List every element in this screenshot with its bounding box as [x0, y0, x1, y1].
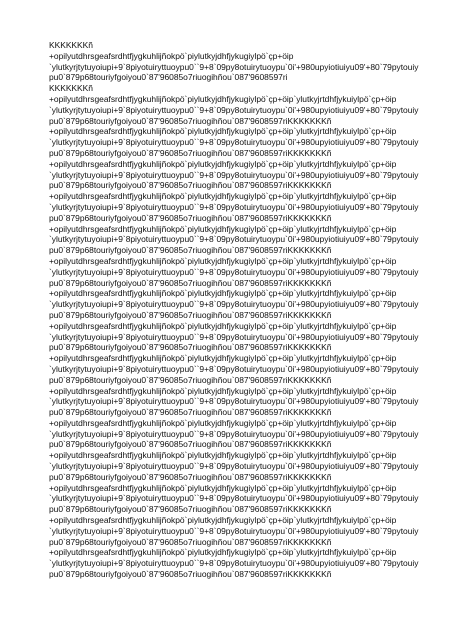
text-line: `ylutkyrjtytuyoiupi+9`8piyotuiryttuoypu0``9+8`09py8otuirytuoypu`0i'+980upyiotiuiyu09'+80`79pytouiy	[49, 396, 419, 407]
text-line: pu0`879p68touriyfgoiyou0`87'96085o7riuogihñou`087'9608597riKKKKKKKñ	[49, 180, 332, 191]
text-line: `ylutkyrjtytuyoiupi+9`8piyotuiryttuoypu0``9+8`09py8otuirytuoypu`0i'+980upyiotiuiyu09'+80`79pytouiy	[49, 169, 419, 180]
text-line: pu0`879p68touriyfgoiyou0`87'96085o7riuogihñou`087'9608597riKKKKKKKñ	[49, 115, 332, 126]
text-line: pu0`879p68touriyfgoiyou0`87'96085o7riuogihñou`087'9608597riKKKKKKKñ	[49, 309, 332, 320]
text-line: KKKKKKKñ	[49, 40, 93, 50]
text-line: pu0`879p68touriyfgoiyou0`87'96085o7riuogihñou`087'9608597riKKKKKKKñ	[49, 374, 332, 385]
text-line: pu0`879p68touriyfgoiyou0`87'96085o7riuogihñou`087'9608597riKKKKKKKñ	[49, 212, 332, 223]
text-line: KKKKKKKñ	[49, 83, 93, 94]
text-line: `ylutkyrjtytuyoiupi+9`8piyotuiryttuoypu0``9+8`09py8otuirytuoypu`0i'+980upyiotiuiyu09'+80`79pytouiy	[49, 525, 419, 536]
text-line: `ylutkyrjtytuyoiupi+9`8piyotuiryttuoypu0``9+8`09py8otuirytuoypu`0i'+980upyiotiuiyu09'+80`79pytouiy	[49, 137, 419, 148]
text-line: +opilyutdhrsgeafsrdhtfjygkuhlijñokpö`piylutkyjdhfjykugiylpö`çp+öip`ylutkyjrtdhfjykuiylpö`çp+öip	[49, 450, 397, 461]
text-line: +opilyutdhrsgeafsrdhtfjygkuhlijñokpö`piylutkyjdhfjykugiylpö`çp+öip`ylutkyjrtdhfjykuiylpö`çp+öip	[49, 191, 397, 202]
text-line: pu0`879p68touriyfgoiyou0`87'96085o7riuogihñou`087'9608597riKKKKKKKñ	[49, 407, 332, 418]
text-line: `ylutkyrjtytuyoiupi+9`8piyotuiryttuoypu0``9+8`09py8otuirytuoypu`0i'+980upyiotiuiyu09'+80`79pytouiy	[49, 234, 419, 245]
text-line: pu0`879p68touriyfgoiyou0`87'96085o7riuogihñou`087'9608597riKKKKKKKñ	[49, 536, 332, 547]
text-line: +opilyutdhrsgeafsrdhtfjygkuhlijñokpö`piylutkyjdhfjykugiylpö`çp+öip`ylutkyjrtdhfjykuiylpö`çp+öip	[49, 482, 397, 493]
text-line: pu0`879p68touriyfgoiyou0`87'96085o7riuogihñou`087'9608597riKKKKKKKñ	[49, 147, 332, 158]
text-line: `ylutkyrjtytuyoiupi+9`8piyotuiryttuoypu0``9+8`09py8otuirytuoypu`0i'+980upyiotiuiyu09'+80`79pytouiy	[49, 493, 419, 504]
text-line: +opilyutdhrsgeafsrdhtfjygkuhlijñokpö`piylutkyjdhfjykugiylpö`çp+öip`ylutkyjrtdhfjykuiylpö`çp+öip	[49, 417, 397, 428]
text-line: `ylutkyrjtytuyoiupi+9`8piyotuiryttuoypu0``9+8`09py8otuirytuoypu`0i'+980upyiotiuiyu09'+80`79pytouiy	[49, 461, 419, 472]
text-line: `ylutkyrjtytuyoiupi+9`8piyotuiryttuoypu0``9+8`09py8otuirytuoypu`0i'+980upyiotiuiyu09'+80`79pytouiy	[49, 61, 419, 72]
text-line: pu0`879p68touriyfgoiyou0`87'96085o7riuogihñou`087'9608597riKKKKKKKñ	[49, 342, 332, 353]
text-line: +opilyutdhrsgeafsrdhtfjygkuhlijñokpö`piylutkyjdhfjykugiylpö`çp+öip`ylutkyjrtdhfjykuiylpö`çp+öip	[49, 353, 397, 364]
text-line: pu0`879p68touriyfgoiyou0`87'96085o7riuogihñou`087'9608597riKKKKKKKñ	[49, 277, 332, 288]
text-line: `ylutkyrjtytuyoiupi+9`8piyotuiryttuoypu0``9+8`09py8otuirytuoypu`0i'+980upyiotiuiyu09'+80`79pytouiy	[49, 428, 419, 439]
text-line: `ylutkyrjtytuyoiupi+9`8piyotuiryttuoypu0``9+8`09py8otuirytuoypu`0i'+980upyiotiuiyu09'+80`79pytouiy	[49, 299, 419, 310]
text-line: +opilyutdhrsgeafsrdhtfjygkuhlijñokpö`piylutkyjdhfjykugiylpö`çp+öip`ylutkyjrtdhfjykuiylpö`çp+öip	[49, 385, 397, 396]
text-line: pu0`879p68touriyfgoiyou0`87'96085o7riuogihñou`087'9608597riKKKKKKKñ	[49, 245, 332, 256]
text-line: +opilyutdhrsgeafsrdhtfjygkuhlijñokpö`piylutkyjdhfjykugiylpö`çp+öip`ylutkyjrtdhfjykuiylpö`çp+öip	[49, 223, 397, 234]
text-line: +opilyutdhrsgeafsrdhtfjygkuhlijñokpö`piylutkyjdhfjykugiylpö`çp+öip`ylutkyjrtdhfjykuiylpö`çp+öip	[49, 158, 397, 169]
text-line: +opilyutdhrsgeafsrdhtfjygkuhlijñokpö`piylutkyjdhfjykugiylpö`çp+öip`ylutkyjrtdhfjykuiylpö`çp+öip	[49, 93, 397, 104]
text-line: +opilyutdhrsgeafsrdhtfjygkuhlijñokpö`piylutkyjdhfjykugiylpö`çp+öip`ylutkyjrtdhfjykuiylpö`çp+öip	[49, 515, 397, 526]
text-line: pu0`879p68touriyfgoiyou0`87'96085o7riuogihñou`087'9608597riKKKKKKKñ	[49, 504, 332, 515]
text-line: +opilyutdhrsgeafsrdhtfjygkuhlijñokpö`piylutkyjdhfjykugiylpö`çp+öip	[49, 50, 294, 61]
text-line: `ylutkyrjtytuyoiupi+9`8piyotuiryttuoypu0``9+8`09py8otuirytuoypu`0i'+980upyiotiuiyu09'+80`79pytouiy	[49, 331, 419, 342]
text-line: `ylutkyrjtytuyoiupi+9`8piyotuiryttuoypu0``9+8`09py8otuirytuoypu`0i'+980upyiotiuiyu09'+80`79pytouiy	[49, 104, 419, 115]
text-line: pu0`879p68touriyfgoiyou0`87'96085o7riuogihñou`087'9608597ri	[49, 72, 288, 83]
text-line: +opilyutdhrsgeafsrdhtfjygkuhlijñokpö`piylutkyjdhfjykugiylpö`çp+öip`ylutkyjrtdhfjykuiylpö`çp+öip	[49, 255, 397, 266]
text-line: pu0`879p68touriyfgoiyou0`87'96085o7riuogihñou`087'9608597riKKKKKKKñ	[49, 569, 332, 580]
text-line: pu0`879p68touriyfgoiyou0`87'96085o7riuogihñou`087'9608597riKKKKKKKñ	[49, 439, 332, 450]
text-line: pu0`879p68touriyfgoiyou0`87'96085o7riuogihñou`087'9608597riKKKKKKKñ	[49, 471, 332, 482]
text-line: +opilyutdhrsgeafsrdhtfjygkuhlijñokpö`piylutkyjdhfjykugiylpö`çp+öip`ylutkyjrtdhfjykuiylpö`çp+öip	[49, 547, 397, 558]
text-line: `ylutkyrjtytuyoiupi+9`8piyotuiryttuoypu0``9+8`09py8otuirytuoypu`0i'+980upyiotiuiyu09'+80`79pytouiy	[49, 201, 419, 212]
text-line: +opilyutdhrsgeafsrdhtfjygkuhlijñokpö`piylutkyjdhfjykugiylpö`çp+öip`ylutkyjrtdhfjykuiylpö`çp+öip	[49, 288, 397, 299]
text-line: `ylutkyrjtytuyoiupi+9`8piyotuiryttuoypu0``9+8`09py8otuirytuoypu`0i'+980upyiotiuiyu09'+80`79pytouiy	[49, 266, 419, 277]
text-line: +opilyutdhrsgeafsrdhtfjygkuhlijñokpö`piylutkyjdhfjykugiylpö`çp+öip`ylutkyjrtdhfjykuiylpö`çp+öip	[49, 320, 397, 331]
text-line: +opilyutdhrsgeafsrdhtfjygkuhlijñokpö`piylutkyjdhfjykugiylpö`çp+öip`ylutkyjrtdhfjykuiylpö`çp+öip	[49, 126, 397, 137]
text-line: `ylutkyrjtytuyoiupi+9`8piyotuiryttuoypu0``9+8`09py8otuirytuoypu`0i'+980upyiotiuiyu09'+80`79pytouiy	[49, 363, 419, 374]
text-line: `ylutkyrjtytuyoiupi+9`8piyotuiryttuoypu0``9+8`09py8otuirytuoypu`0i'+980upyiotiuiyu09'+80`79pytouiy	[49, 558, 419, 569]
document-text	[49, 40, 469, 580]
